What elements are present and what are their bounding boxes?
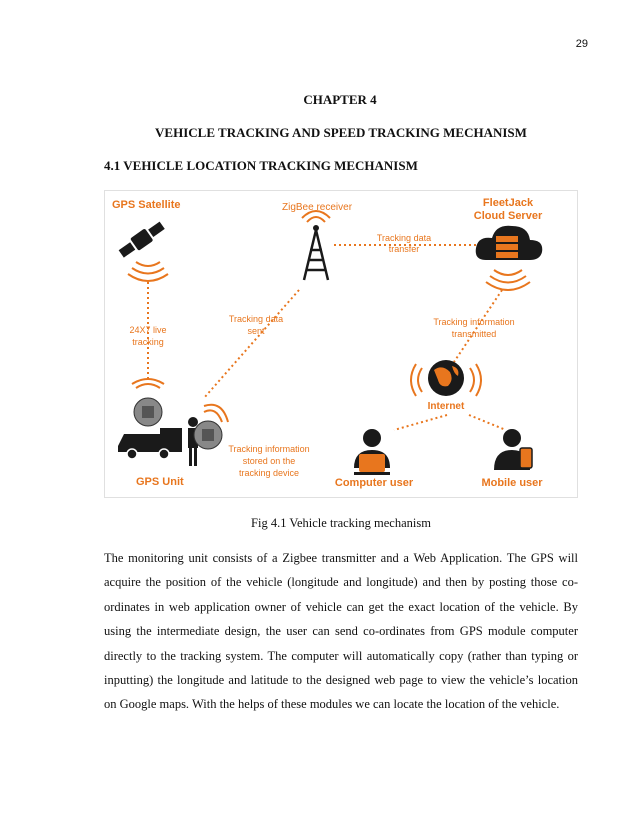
mobile-user-label: Mobile user xyxy=(481,477,543,489)
page-number: 29 xyxy=(575,38,588,50)
stored-label-line3: tracking device xyxy=(238,468,300,478)
transfer-label-line1: Tracking data xyxy=(376,233,432,243)
info-transmitted-label-line2: transmitted xyxy=(451,329,497,339)
internet-label: Internet xyxy=(427,401,465,412)
tracking-diagram xyxy=(104,190,578,498)
stored-label-line2: stored on the xyxy=(242,456,296,466)
gps-unit-label: GPS Unit xyxy=(136,476,184,488)
chapter-label: CHAPTER 4 xyxy=(303,92,377,107)
live-tracking-label-line2: tracking xyxy=(132,337,164,347)
cloud-server-label-line1: FleetJack xyxy=(482,197,534,209)
data-sent-label-line2: sent xyxy=(247,326,265,336)
live-tracking-label-line1: 24X7 live xyxy=(129,325,167,335)
figure-caption: Fig 4.1 Vehicle tracking mechanism xyxy=(251,516,431,530)
section-heading: 4.1 VEHICLE LOCATION TRACKING MECHANISM xyxy=(104,158,418,173)
data-sent-label-line1: Tracking data xyxy=(228,314,284,324)
cloud-server-label-line2: Cloud Server xyxy=(473,210,543,222)
transfer-label-line2: transfer xyxy=(388,244,420,254)
info-transmitted-label-line1: Tracking information xyxy=(433,317,515,327)
zigbee-receiver-label: ZigBee receiver xyxy=(282,202,353,213)
stored-label-line1: Tracking information xyxy=(228,444,310,454)
body-paragraph: The monitoring unit consists of a Zigbee transmitter and a Web Application. The GPS will acquire the position of the vehicle (longitude and longitude) and then by posting those co-ordinates in web application owner of vehicle can get the exact location of the vehicle. By using the intermediate design, the user can send co-ordinates from GPS module computer directly to the tracking system. The computer will automatically copy (rather than typing or inputting) the longitude and latitude to the designed web page to view the vehicle’s location on Google maps. With the helps of these modules we can locate the location of the vehicle. xyxy=(104,551,578,712)
gps-satellite-label: GPS Satellite xyxy=(112,199,181,211)
chapter-title: VEHICLE TRACKING AND SPEED TRACKING MECHANISM xyxy=(155,125,527,140)
computer-user-label: Computer user xyxy=(334,477,414,489)
